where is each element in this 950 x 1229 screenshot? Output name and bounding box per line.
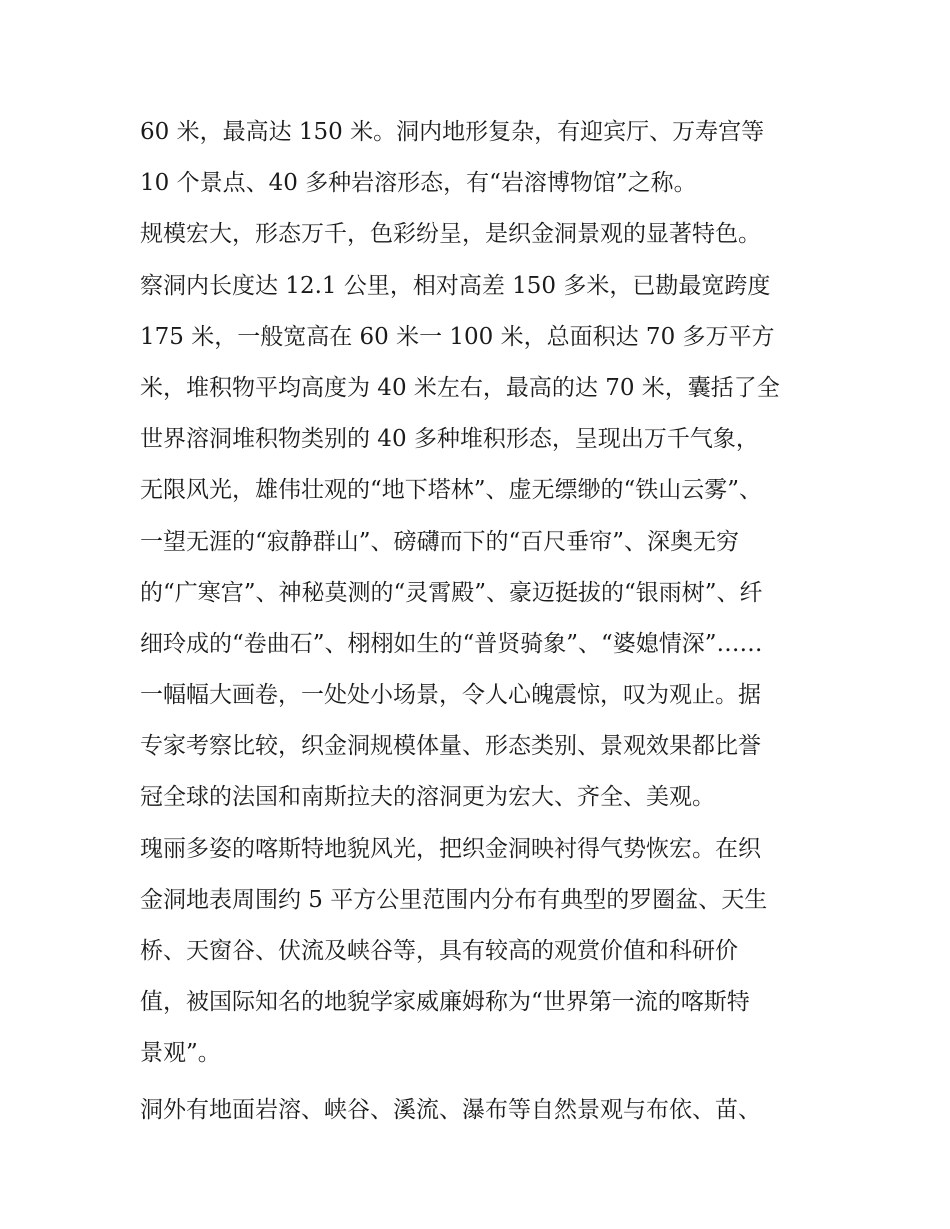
text-line: 无限风光，雄伟壮观的“地下塔林”、虚无缥缈的“铁山云雾”、	[140, 477, 763, 504]
text-line: 细玲成的“卷曲石”、栩栩如生的“普贤骑象”、“婆媳情深”……	[140, 630, 763, 657]
text-line: 洞外有地面岩溶、峡谷、溪流、瀑布等自然景观与布依、苗、	[140, 1097, 761, 1124]
text-line: 米，堆积物平均高度为 40 米左右，最高的达 70 米，囊括了全	[140, 374, 780, 401]
text-line: 10 个景点、40 多种岩溶形态，有“岩溶博物馆”之称。	[140, 170, 697, 197]
text-line: 世界溶洞堆积物类别的 40 多种堆积形态，呈现出万千气象，	[140, 426, 759, 453]
text-line: 规模宏大，形态万千，色彩纷呈，是织金洞景观的显著特色。	[140, 221, 761, 248]
text-line: 60 米，最高达 150 米。洞内地形复杂，有迎宾厅、万寿宫等	[140, 119, 765, 145]
text-line: 察洞内长度达 12.1 公里，相对高差 150 多米，已勘最宽跨度	[140, 272, 771, 299]
text-line: 一望无涯的“寂静群山”、磅礴而下的“百尺垂帘”、深奥无穷	[140, 528, 740, 555]
body-text	[140, 112, 820, 1142]
text-line: 景观”。	[140, 1040, 221, 1067]
text-line: 175 米，一般宽高在 60 米一 100 米，总面积达 70 多万平方	[140, 323, 775, 350]
text-line: 的“广寒宫”、神秘莫测的“灵霄殿”、豪迈挺拔的“银雨树”、纤	[140, 579, 763, 606]
text-line: 一幅幅大画卷，一处处小场景，令人心魄震惊，叹为观止。据	[140, 682, 761, 709]
text-line: 值，被国际知名的地貌学家威廉姆称为“世界第一流的喀斯特	[140, 989, 750, 1016]
text-line: 专家考察比较，织金洞规模体量、形态类别、景观效果都比誉	[140, 733, 761, 760]
text-line: 桥、天窗谷、伏流及峡谷等，具有较高的观赏价值和科研价	[140, 938, 738, 964]
text-line: 瑰丽多姿的喀斯特地貌风光，把织金洞映衬得气势恢宏。在织	[140, 835, 761, 862]
text-line: 冠全球的法国和南斯拉夫的溶洞更为宏大、齐全、美观。	[140, 784, 715, 811]
text-line: 金洞地表周围约 5 平方公里范围内分布有典型的罗圈盆、天生	[140, 886, 768, 913]
